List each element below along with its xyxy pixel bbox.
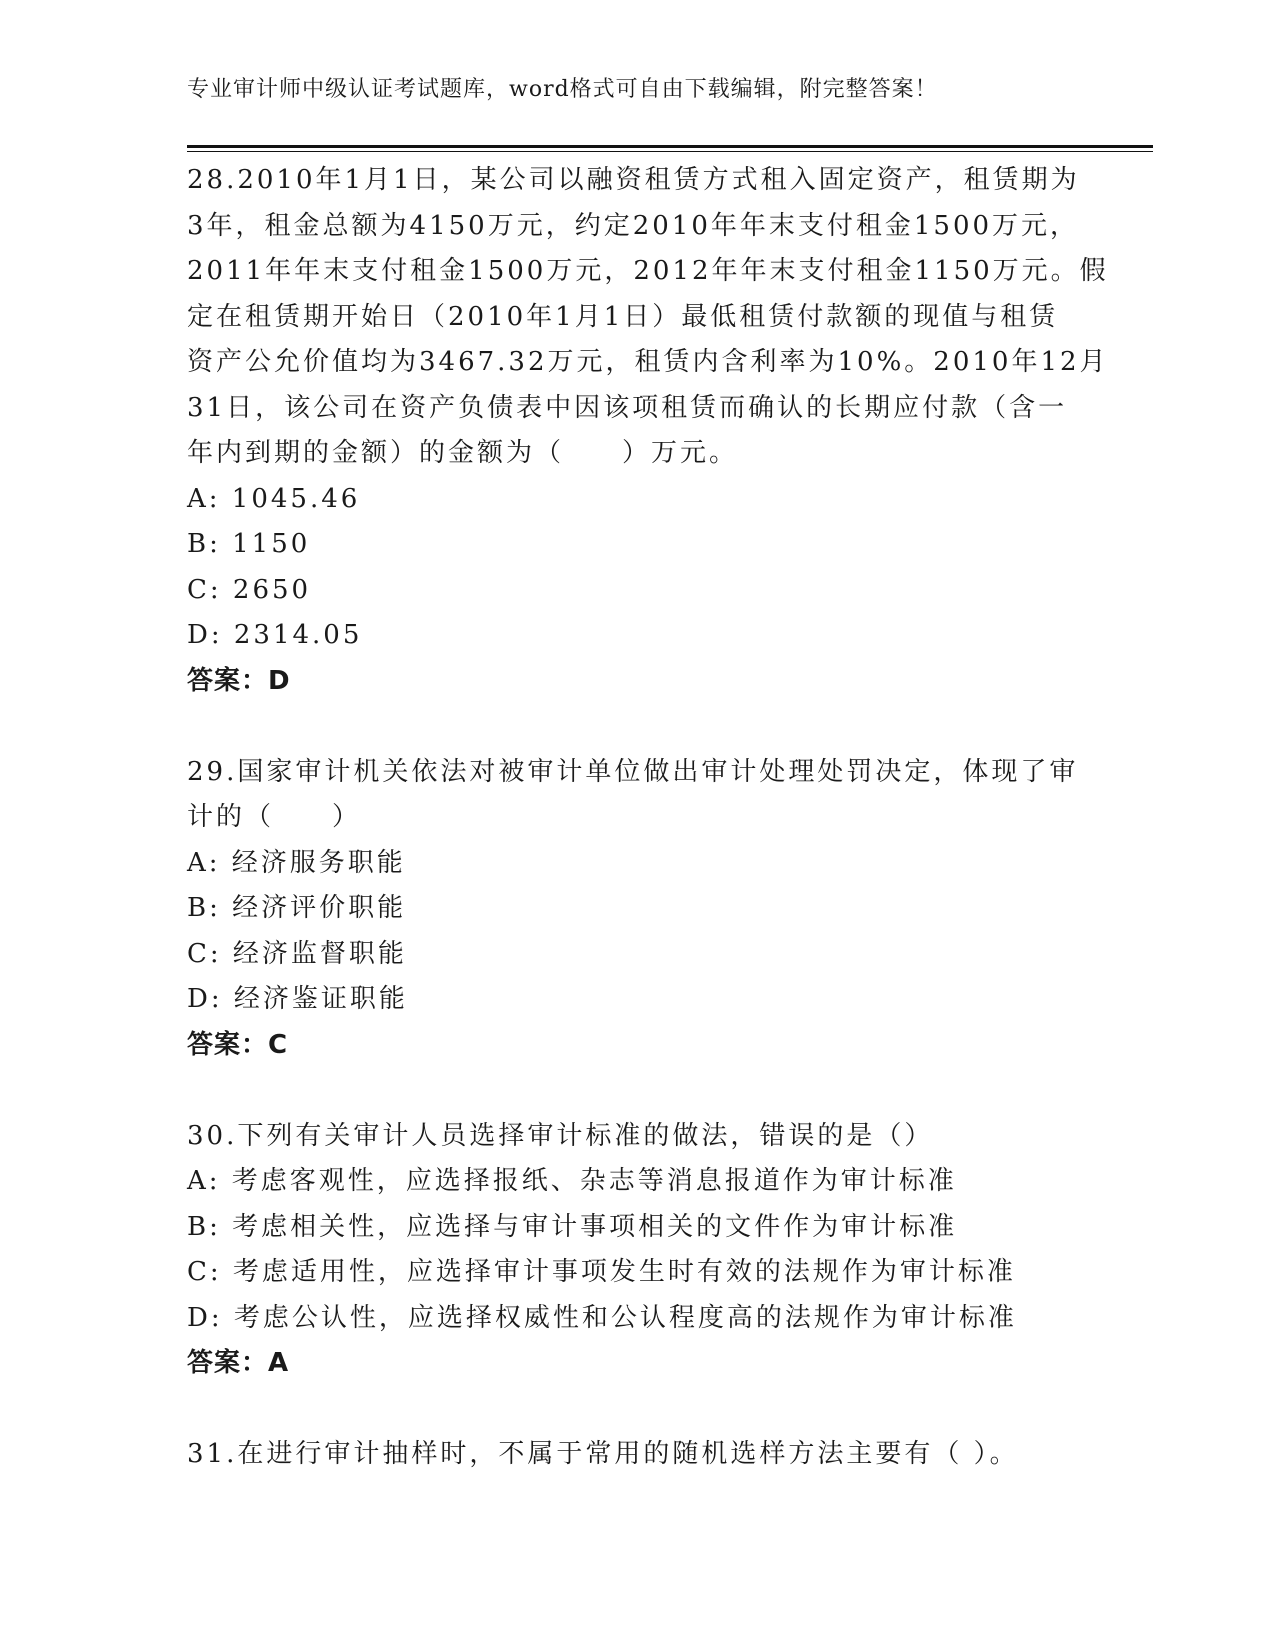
spacer	[187, 1068, 1087, 1114]
option-c: C: 考虑适用性，应选择审计事项发生时有效的法规作为审计标准	[187, 1257, 1016, 1287]
option-a: A: 经济服务职能	[187, 847, 406, 878]
option-b: B: 1150	[187, 529, 311, 559]
page-header: 专业审计师中级认证考试题库，word格式可自由下载编辑，附完整答案！	[187, 77, 938, 102]
question-30	[187, 1114, 1087, 1387]
question-stem-line: 30.下列有关审计人员选择审计标准的做法，错误的是（）	[187, 1120, 934, 1151]
question-stem-line: 资产公允价值均为3467.32万元，租赁内含利率为10%。2010年12月	[187, 347, 1109, 377]
question-31	[187, 1432, 1087, 1478]
spacer	[187, 704, 1087, 750]
answer-label: 答案：A	[187, 1348, 290, 1378]
option-d: D: 2314.05	[187, 620, 363, 650]
question-stem-line: 定在租赁期开始日（2010年1月1日）最低租赁付款额的现值与租赁	[187, 301, 1059, 332]
question-stem-line: 计的（ ）	[187, 802, 362, 832]
question-stem-line: 31.在进行审计抽样时，不属于常用的随机选样方法主要有（ ）。	[187, 1439, 1019, 1469]
option-c: C: 2650	[187, 574, 312, 605]
answer-label: 答案：C	[187, 1029, 289, 1060]
option-b: B: 经济评价职能	[187, 893, 407, 923]
question-list	[187, 158, 1109, 1478]
option-d: D: 考虑公认性，应选择权威性和公认程度高的法规作为审计标准	[187, 1302, 1017, 1333]
option-a: A: 1045.46	[187, 483, 361, 514]
question-stem-line: 2011年年末支付租金1500万元，2012年年末支付租金1150万元。假	[187, 256, 1109, 286]
question-stem-line: 29.国家审计机关依法对被审计单位做出审计处理处罚决定，体现了审	[187, 756, 1079, 787]
header-rule-thick	[187, 145, 1153, 148]
question-stem-line: 31日，该公司在资产负债表中因该项租赁而确认的长期应付款（含一	[187, 392, 1068, 423]
question-28	[187, 158, 1109, 704]
question-stem-line: 28.2010年1月1日，某公司以融资租赁方式租入固定资产，租赁期为	[187, 165, 1080, 195]
option-a: A: 考虑客观性，应选择报纸、杂志等消息报道作为审计标准	[187, 1166, 957, 1196]
question-stem-line: 3年，租金总额为4150万元，约定2010年年末支付租金1500万元，	[187, 210, 1080, 241]
header-rule-thin	[187, 151, 1153, 152]
option-d: D: 经济鉴证职能	[187, 984, 408, 1014]
spacer	[187, 1387, 1087, 1433]
question-stem-line: 年内到期的金额）的金额为（ ）万元。	[187, 438, 739, 468]
option-c: C: 经济监督职能	[187, 938, 407, 969]
answer-label: 答案：D	[187, 665, 291, 696]
question-29	[187, 750, 1087, 1069]
option-b: B: 考虑相关性，应选择与审计事项相关的文件作为审计标准	[187, 1211, 958, 1242]
